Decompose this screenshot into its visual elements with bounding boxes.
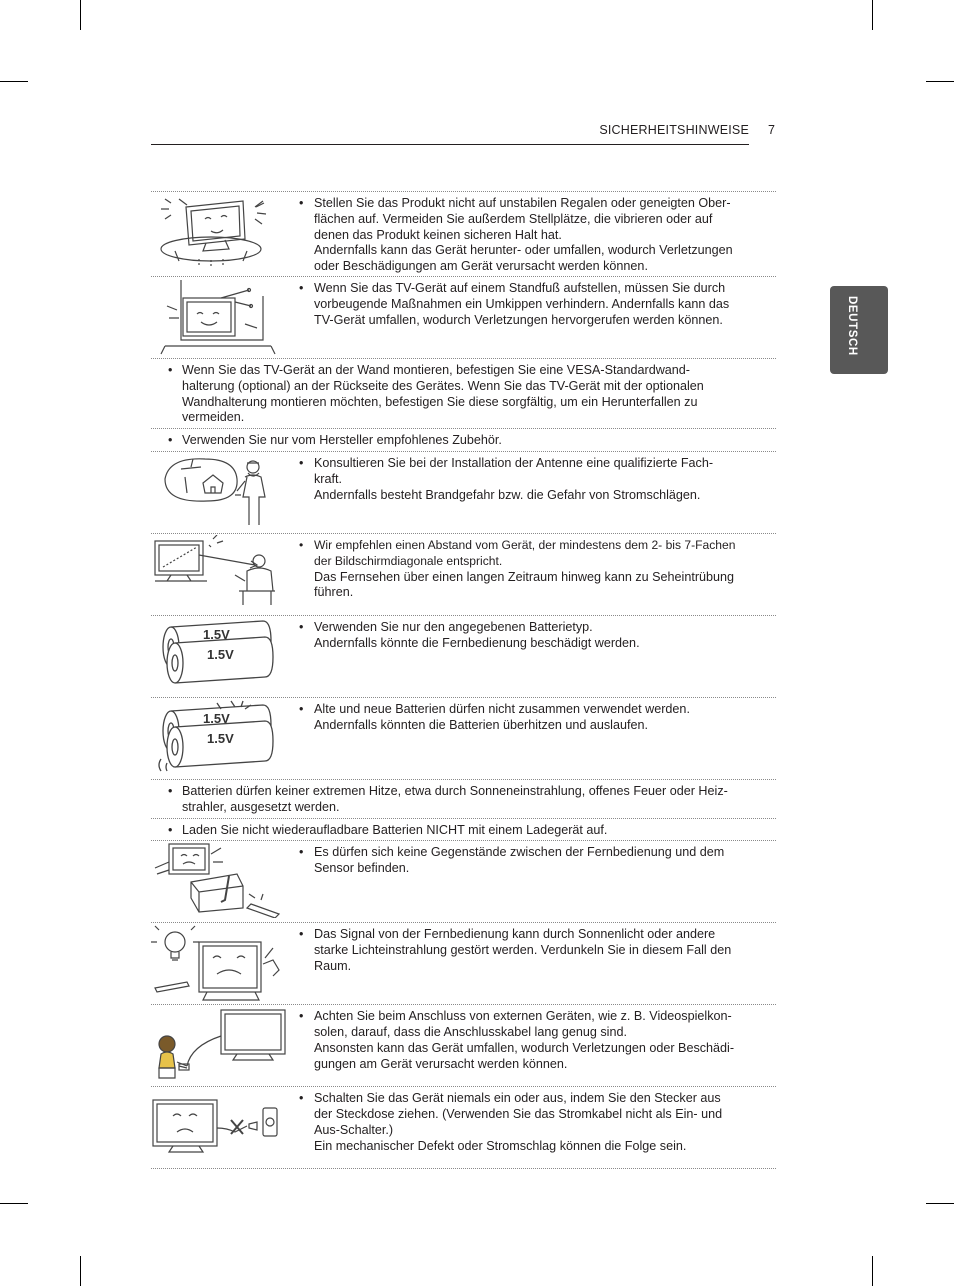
text-line: Alte und neue Batterien dürfen nicht zusammen verwendet werden. bbox=[314, 701, 690, 716]
text-line: Das Fernsehen über einen langen Zeitraum hinweg kann zu Seheintrübung bbox=[314, 569, 735, 584]
text-line: vorbeugende Maßnahmen ein Umkippen verhindern. Andernfalls kann das bbox=[314, 296, 730, 311]
bullet-dot: • bbox=[299, 281, 304, 295]
game-console-cable-illustration bbox=[151, 1006, 291, 1084]
bullet-dot: • bbox=[299, 1091, 304, 1106]
bullet-dot: • bbox=[299, 1009, 304, 1024]
list-item bbox=[151, 533, 776, 615]
list-item bbox=[151, 818, 776, 841]
text-line: Andernfalls könnte die Fernbedienung beschädigt werden. bbox=[314, 635, 640, 650]
battery-label: 1.5V bbox=[203, 710, 230, 726]
tilted-shelf-illustration bbox=[151, 193, 291, 273]
text-line: Batterien dürfen keiner extremen Hitze, etwa durch Sonneneinstrahlung, offenes Feuer oder Heiz- bbox=[182, 783, 728, 798]
sunlight-interference-illustration bbox=[151, 924, 291, 1002]
text-line: Wandhalterung montieren möchten, befestigen Sie diese sorgfältig, um ein Herunterfallen zu bbox=[182, 394, 698, 409]
item-text bbox=[151, 780, 776, 818]
item-text bbox=[299, 620, 759, 652]
crop-mark bbox=[926, 1203, 954, 1204]
list-item bbox=[151, 1086, 776, 1169]
bullet-dot: • bbox=[299, 196, 304, 210]
text-line: TV-Gerät umfallen, wodurch Verletzungen hervorgerufen werden können. bbox=[314, 312, 723, 327]
bullet-dot: • bbox=[299, 927, 304, 942]
crop-mark bbox=[80, 1256, 81, 1286]
bullet-dot: • bbox=[299, 537, 304, 552]
language-tab-label: DEUTSCH bbox=[846, 296, 858, 356]
text-line: vermeiden. bbox=[182, 410, 245, 425]
text-line: Wenn Sie das TV-Gerät auf einem Standfuß aufstellen, müssen Sie durch bbox=[314, 281, 726, 295]
item-text bbox=[151, 819, 776, 841]
language-tab bbox=[830, 286, 888, 374]
text-line: Achten Sie beim Anschluss von externen Geräten, wie z. B. Videospielkon- bbox=[314, 1009, 732, 1024]
text-line: solen, darauf, dass die Anschlusskabel lang genug sind. bbox=[314, 1025, 627, 1040]
text-line: Es dürfen sich keine Gegenstände zwischen der Fernbedienung und dem bbox=[314, 845, 725, 860]
list-item bbox=[151, 358, 776, 428]
item-text bbox=[299, 1009, 759, 1072]
item-text bbox=[299, 196, 759, 275]
bullet-dot: • bbox=[299, 619, 304, 634]
text-line: oder Beschädigungen am Gerät verursacht werden können. bbox=[314, 259, 648, 274]
text-line: Wenn Sie das TV-Gerät an der Wand montieren, befestigen Sie eine VESA-Standardwand- bbox=[182, 363, 691, 377]
battery-label: 1.5V bbox=[207, 646, 234, 662]
item-text bbox=[299, 927, 759, 974]
tv-stand-strap-illustration bbox=[151, 278, 291, 356]
text-line: Schalten Sie das Gerät niemals ein oder aus, indem Sie den Stecker aus bbox=[314, 1091, 721, 1106]
text-line: Stellen Sie das Produkt nicht auf unstabilen Regalen oder geneigten Ober- bbox=[314, 196, 731, 210]
text-line: der Steckdose ziehen. (Verwenden Sie das Stromkabel nicht als Ein- und bbox=[314, 1107, 723, 1122]
item-text bbox=[299, 702, 759, 734]
crop-mark bbox=[872, 1256, 873, 1286]
safety-list bbox=[151, 191, 776, 1169]
text-line: Konsultieren Sie bei der Installation der Antenne eine qualifizierte Fach- bbox=[314, 455, 714, 470]
item-text bbox=[299, 281, 759, 328]
list-item bbox=[151, 1004, 776, 1086]
battery-label: 1.5V bbox=[207, 730, 234, 746]
bullet-dot: • bbox=[299, 455, 304, 470]
text-line: Verwenden Sie nur den angegebenen Batterietyp. bbox=[314, 619, 593, 634]
battery-label: 1.5V bbox=[203, 626, 230, 642]
list-item bbox=[151, 697, 776, 779]
remote-obstruction-illustration bbox=[151, 842, 291, 918]
item-text bbox=[299, 845, 759, 877]
list-item bbox=[151, 779, 776, 818]
list-item bbox=[151, 191, 776, 276]
text-line: flächen auf. Vermeiden Sie außerdem Stellplätze, die vibrieren oder auf bbox=[314, 211, 713, 226]
item-text bbox=[299, 456, 759, 503]
text-line: halterung (optional) an der Rückseite des Gerätes. Wenn Sie das TV-Gerät mit der optionalen bbox=[182, 378, 704, 393]
text-line: Verwenden Sie nur vom Hersteller empfohlenes Zubehör. bbox=[182, 433, 502, 448]
text-line: starke Lichteinstrahlung gestört werden. Verdunkeln Sie in diesem Fall den bbox=[314, 943, 732, 958]
crop-mark bbox=[80, 0, 81, 30]
list-item bbox=[151, 451, 776, 533]
item-text bbox=[151, 429, 776, 451]
text-line: strahler, ausgesetzt werden. bbox=[182, 799, 340, 814]
battery-illustration bbox=[151, 617, 291, 689]
list-item bbox=[151, 428, 776, 451]
section-title: SICHERHEITSHINWEISE bbox=[599, 123, 749, 137]
text-line: Aus-Schalter.) bbox=[314, 1122, 394, 1137]
text-line: Andernfalls könnten die Batterien überhitzen und auslaufen. bbox=[314, 717, 648, 732]
text-line: kraft. bbox=[314, 471, 342, 486]
list-item bbox=[151, 276, 776, 358]
bullet-dot: • bbox=[299, 701, 304, 716]
text-line: führen. bbox=[314, 585, 354, 600]
item-text bbox=[299, 538, 759, 601]
bullet-dot: • bbox=[299, 845, 304, 860]
text-line: Das Signal von der Fernbedienung kann durch Sonnenlicht oder andere bbox=[314, 927, 716, 942]
item-text bbox=[299, 1091, 759, 1154]
list-item bbox=[151, 840, 776, 922]
text-line: Laden Sie nicht wiederaufladbare Batterien NICHT mit einem Ladegerät auf. bbox=[182, 822, 608, 837]
bullet-dot: • bbox=[168, 783, 173, 798]
text-line: Ein mechanischer Defekt oder Stromschlag können die Folge sein. bbox=[314, 1138, 687, 1153]
text-line: der Bildschirmdiagonale entspricht. bbox=[314, 553, 503, 568]
text-line: Ansonsten kann das Gerät umfallen, wodurch Verletzungen oder Beschädi- bbox=[314, 1040, 735, 1055]
text-line: Wir empfehlen einen Abstand vom Gerät, der mindestens dem 2- bis 7-Fachen bbox=[314, 537, 736, 552]
text-line: gungen am Gerät verursacht werden können. bbox=[314, 1056, 568, 1071]
viewing-distance-illustration bbox=[151, 535, 291, 613]
power-plug-illustration bbox=[151, 1088, 291, 1164]
crop-mark bbox=[926, 81, 954, 82]
text-line: Andernfalls kann das Gerät herunter- oder umfallen, wodurch Verletzungen bbox=[314, 243, 733, 258]
text-line: Raum. bbox=[314, 958, 352, 973]
list-item bbox=[151, 615, 776, 697]
technician-antenna-illustration bbox=[151, 453, 291, 531]
crop-mark bbox=[0, 1203, 28, 1204]
bullet-dot: • bbox=[168, 433, 173, 448]
item-text bbox=[151, 359, 776, 428]
crop-mark bbox=[0, 81, 28, 82]
list-item bbox=[151, 922, 776, 1004]
text-line: Sensor befinden. bbox=[314, 861, 410, 876]
crop-mark bbox=[872, 0, 873, 30]
mixed-battery-illustration bbox=[151, 699, 291, 775]
text-line: Andernfalls besteht Brandgefahr bzw. die Gefahr von Stromschlägen. bbox=[314, 487, 701, 502]
page-number: 7 bbox=[768, 123, 775, 137]
text-line: denen das Produkt keinen sicheren Halt hat. bbox=[314, 227, 562, 242]
bullet-dot: • bbox=[168, 822, 173, 837]
header-rule bbox=[151, 144, 749, 145]
bullet-dot: • bbox=[168, 363, 173, 377]
